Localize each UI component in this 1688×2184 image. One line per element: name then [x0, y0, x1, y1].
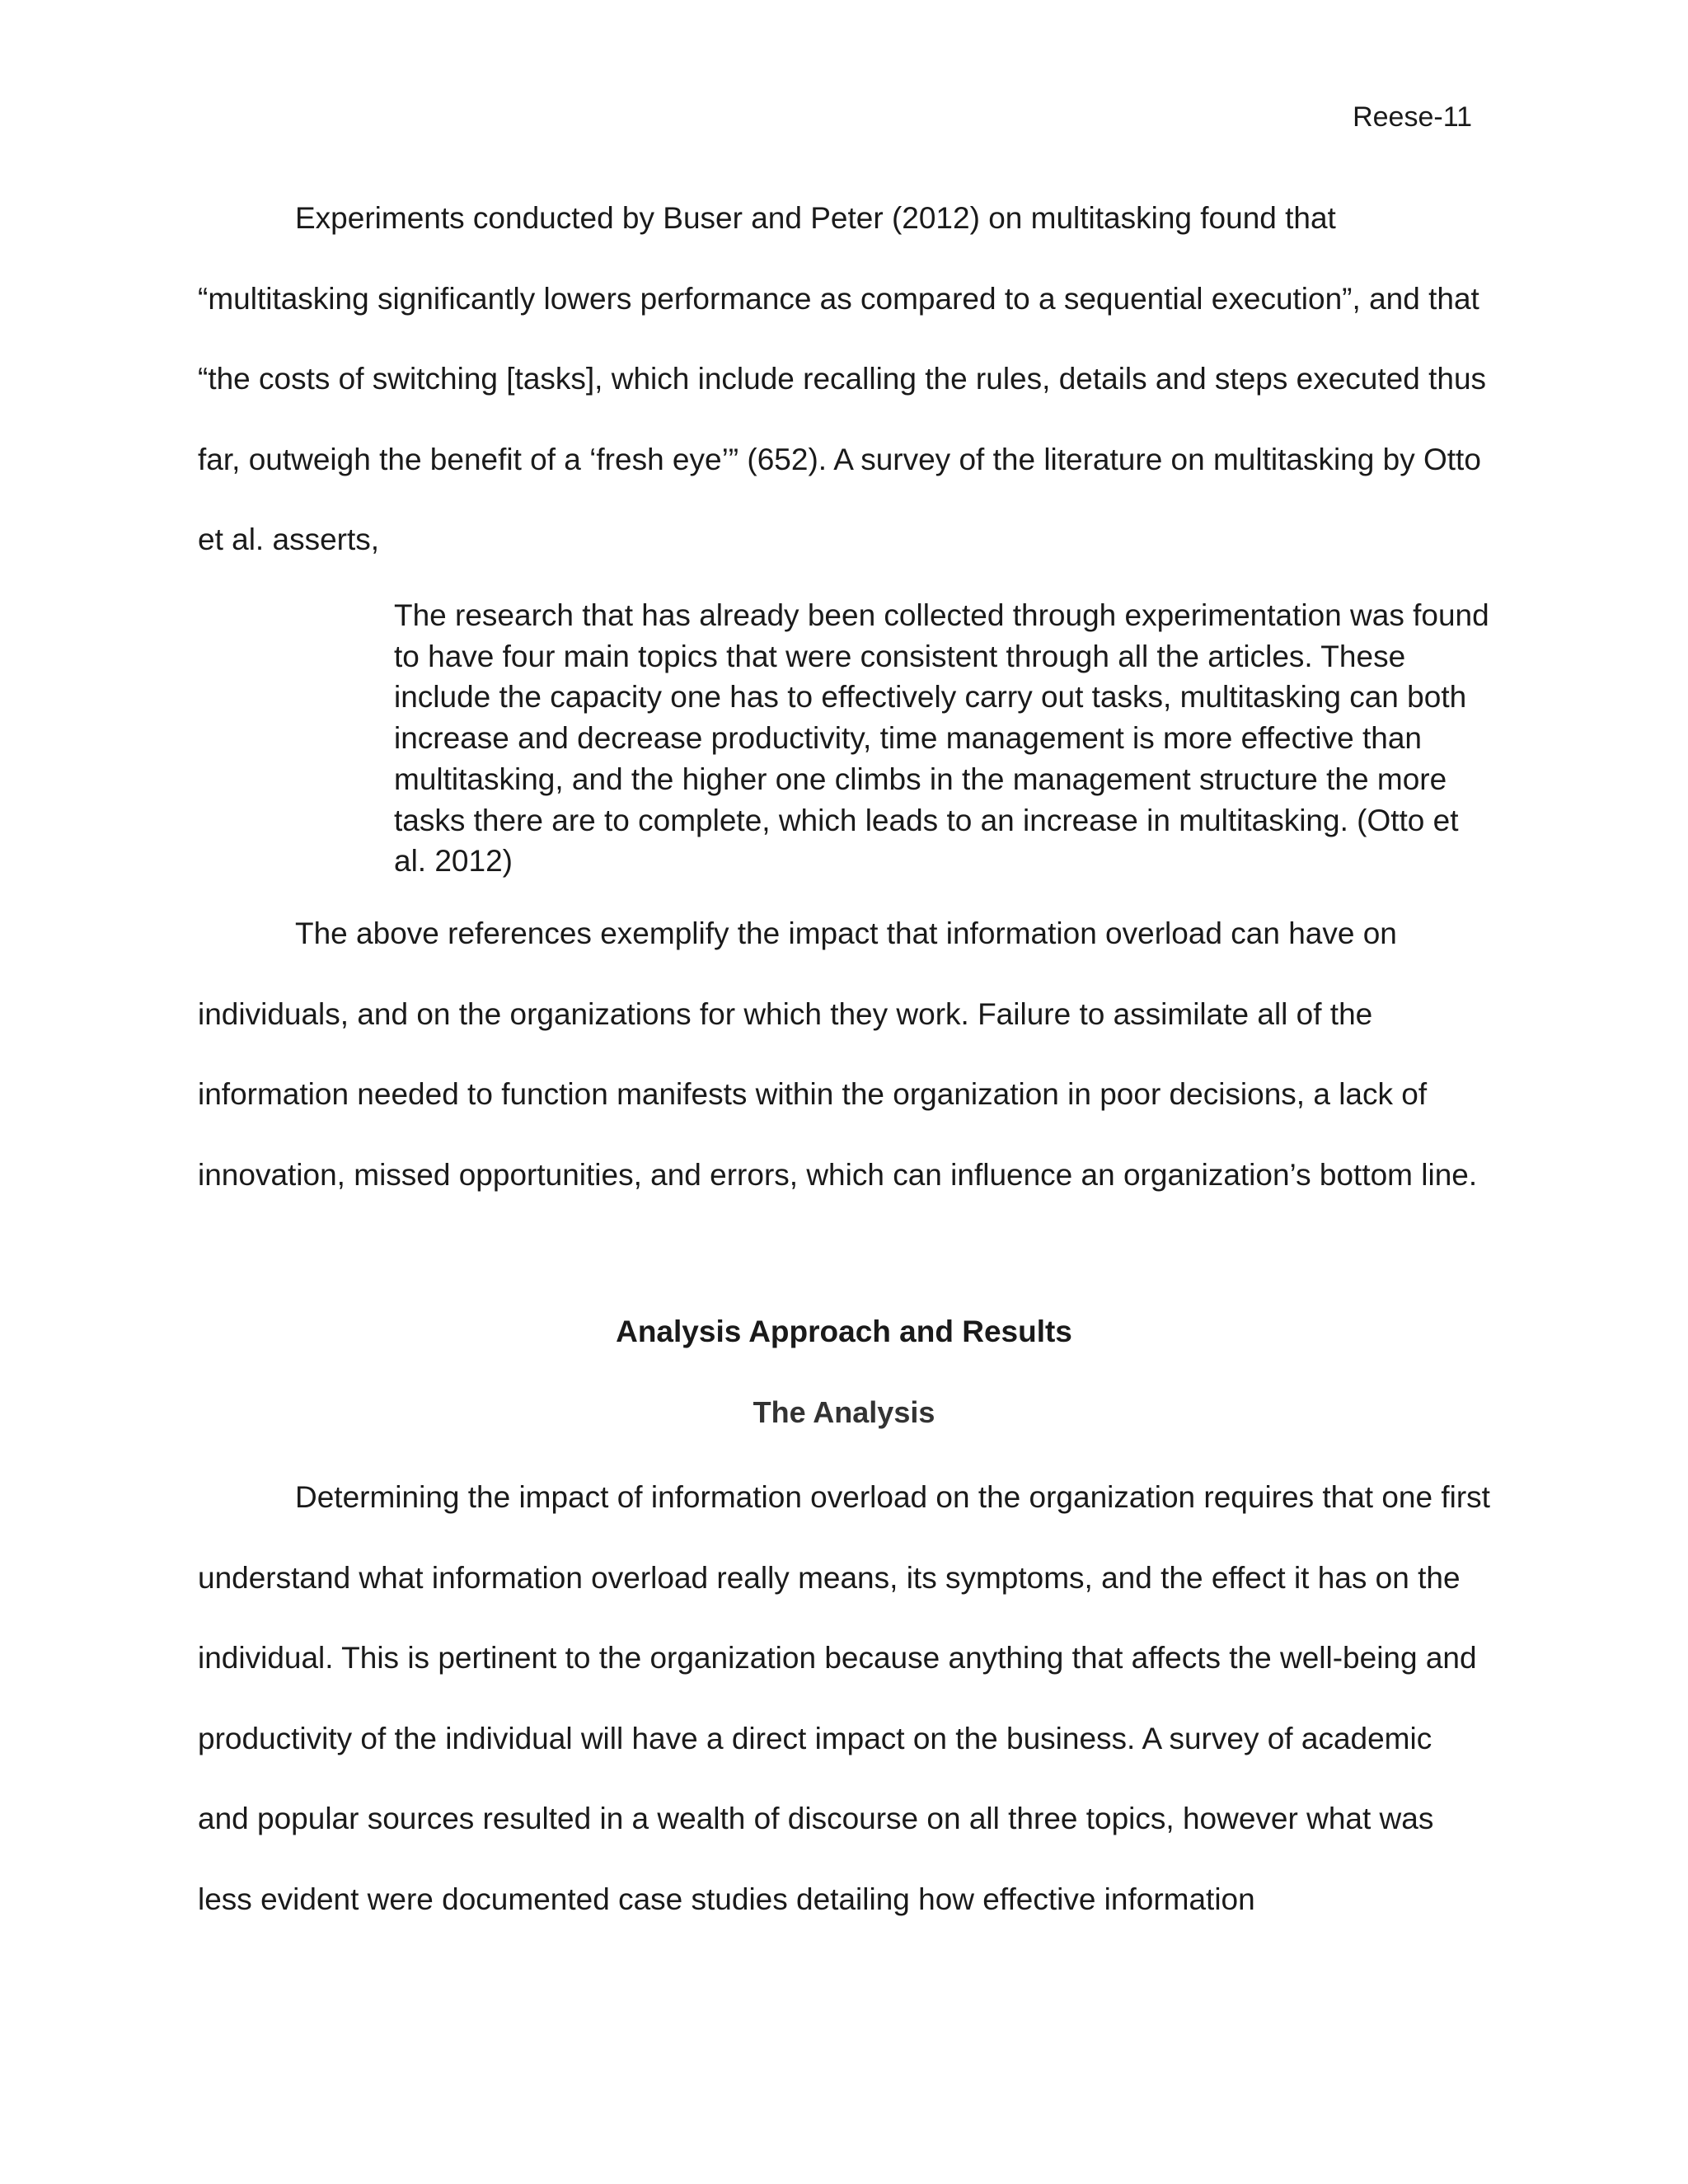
paragraph-text: Experiments conducted by Buser and Peter (2012) on multitasking found that “multitasking significantly lowers performance as compared to a sequential execution”, and that “the costs of switching [tasks], which include recalling the rules, details and steps executed thus far, outweigh the benefit of a ‘fresh eye’” (652). A survey of the literature on multitasking by Otto et al. asserts, [198, 201, 1487, 556]
section-heading: Analysis Approach and Results [616, 1315, 1072, 1348]
running-head: Reese-11 [1353, 101, 1472, 133]
paragraph-text: Determining the impact of information overload on the organization requires that one first understand what information overload really means, its symptoms, and the effect it has on the individual. This is pertinent to the organization because anything that affects the well-being and productivity of the individual will have a direct impact on the business. A survey of academic and popular sources resulted in a wealth of discourse on all three topics, however what was less evident were documented case studies detailing how effective information [198, 1480, 1490, 1916]
subsection-heading: The Analysis [753, 1395, 935, 1429]
block-quote: The research that has already been collected through experimentation was found to have four main topics that were consistent through all the articles. These include the capacity one has to effectively carry out tasks, multitasking can both increase and decrease productivity, time management is more effective than multitasking, and the higher one climbs in the management structure the more tasks there are to complete, which leads to an increase in multitasking. (Otto et al. 2012) [394, 598, 1489, 879]
body-paragraph-2 [198, 893, 1490, 1215]
body-paragraph-3 [198, 1457, 1490, 1939]
body-paragraph-1 [198, 178, 1490, 580]
paragraph-text: The above references exemplify the impact that information overload can have on individuals, and on the organizations for which they work. Failure to assimilate all of the information needed to function manifests within the organization in poor decisions, a lack of innovation, missed opportunities, and errors, which can influence an organization’s bottom line. [198, 916, 1478, 1192]
